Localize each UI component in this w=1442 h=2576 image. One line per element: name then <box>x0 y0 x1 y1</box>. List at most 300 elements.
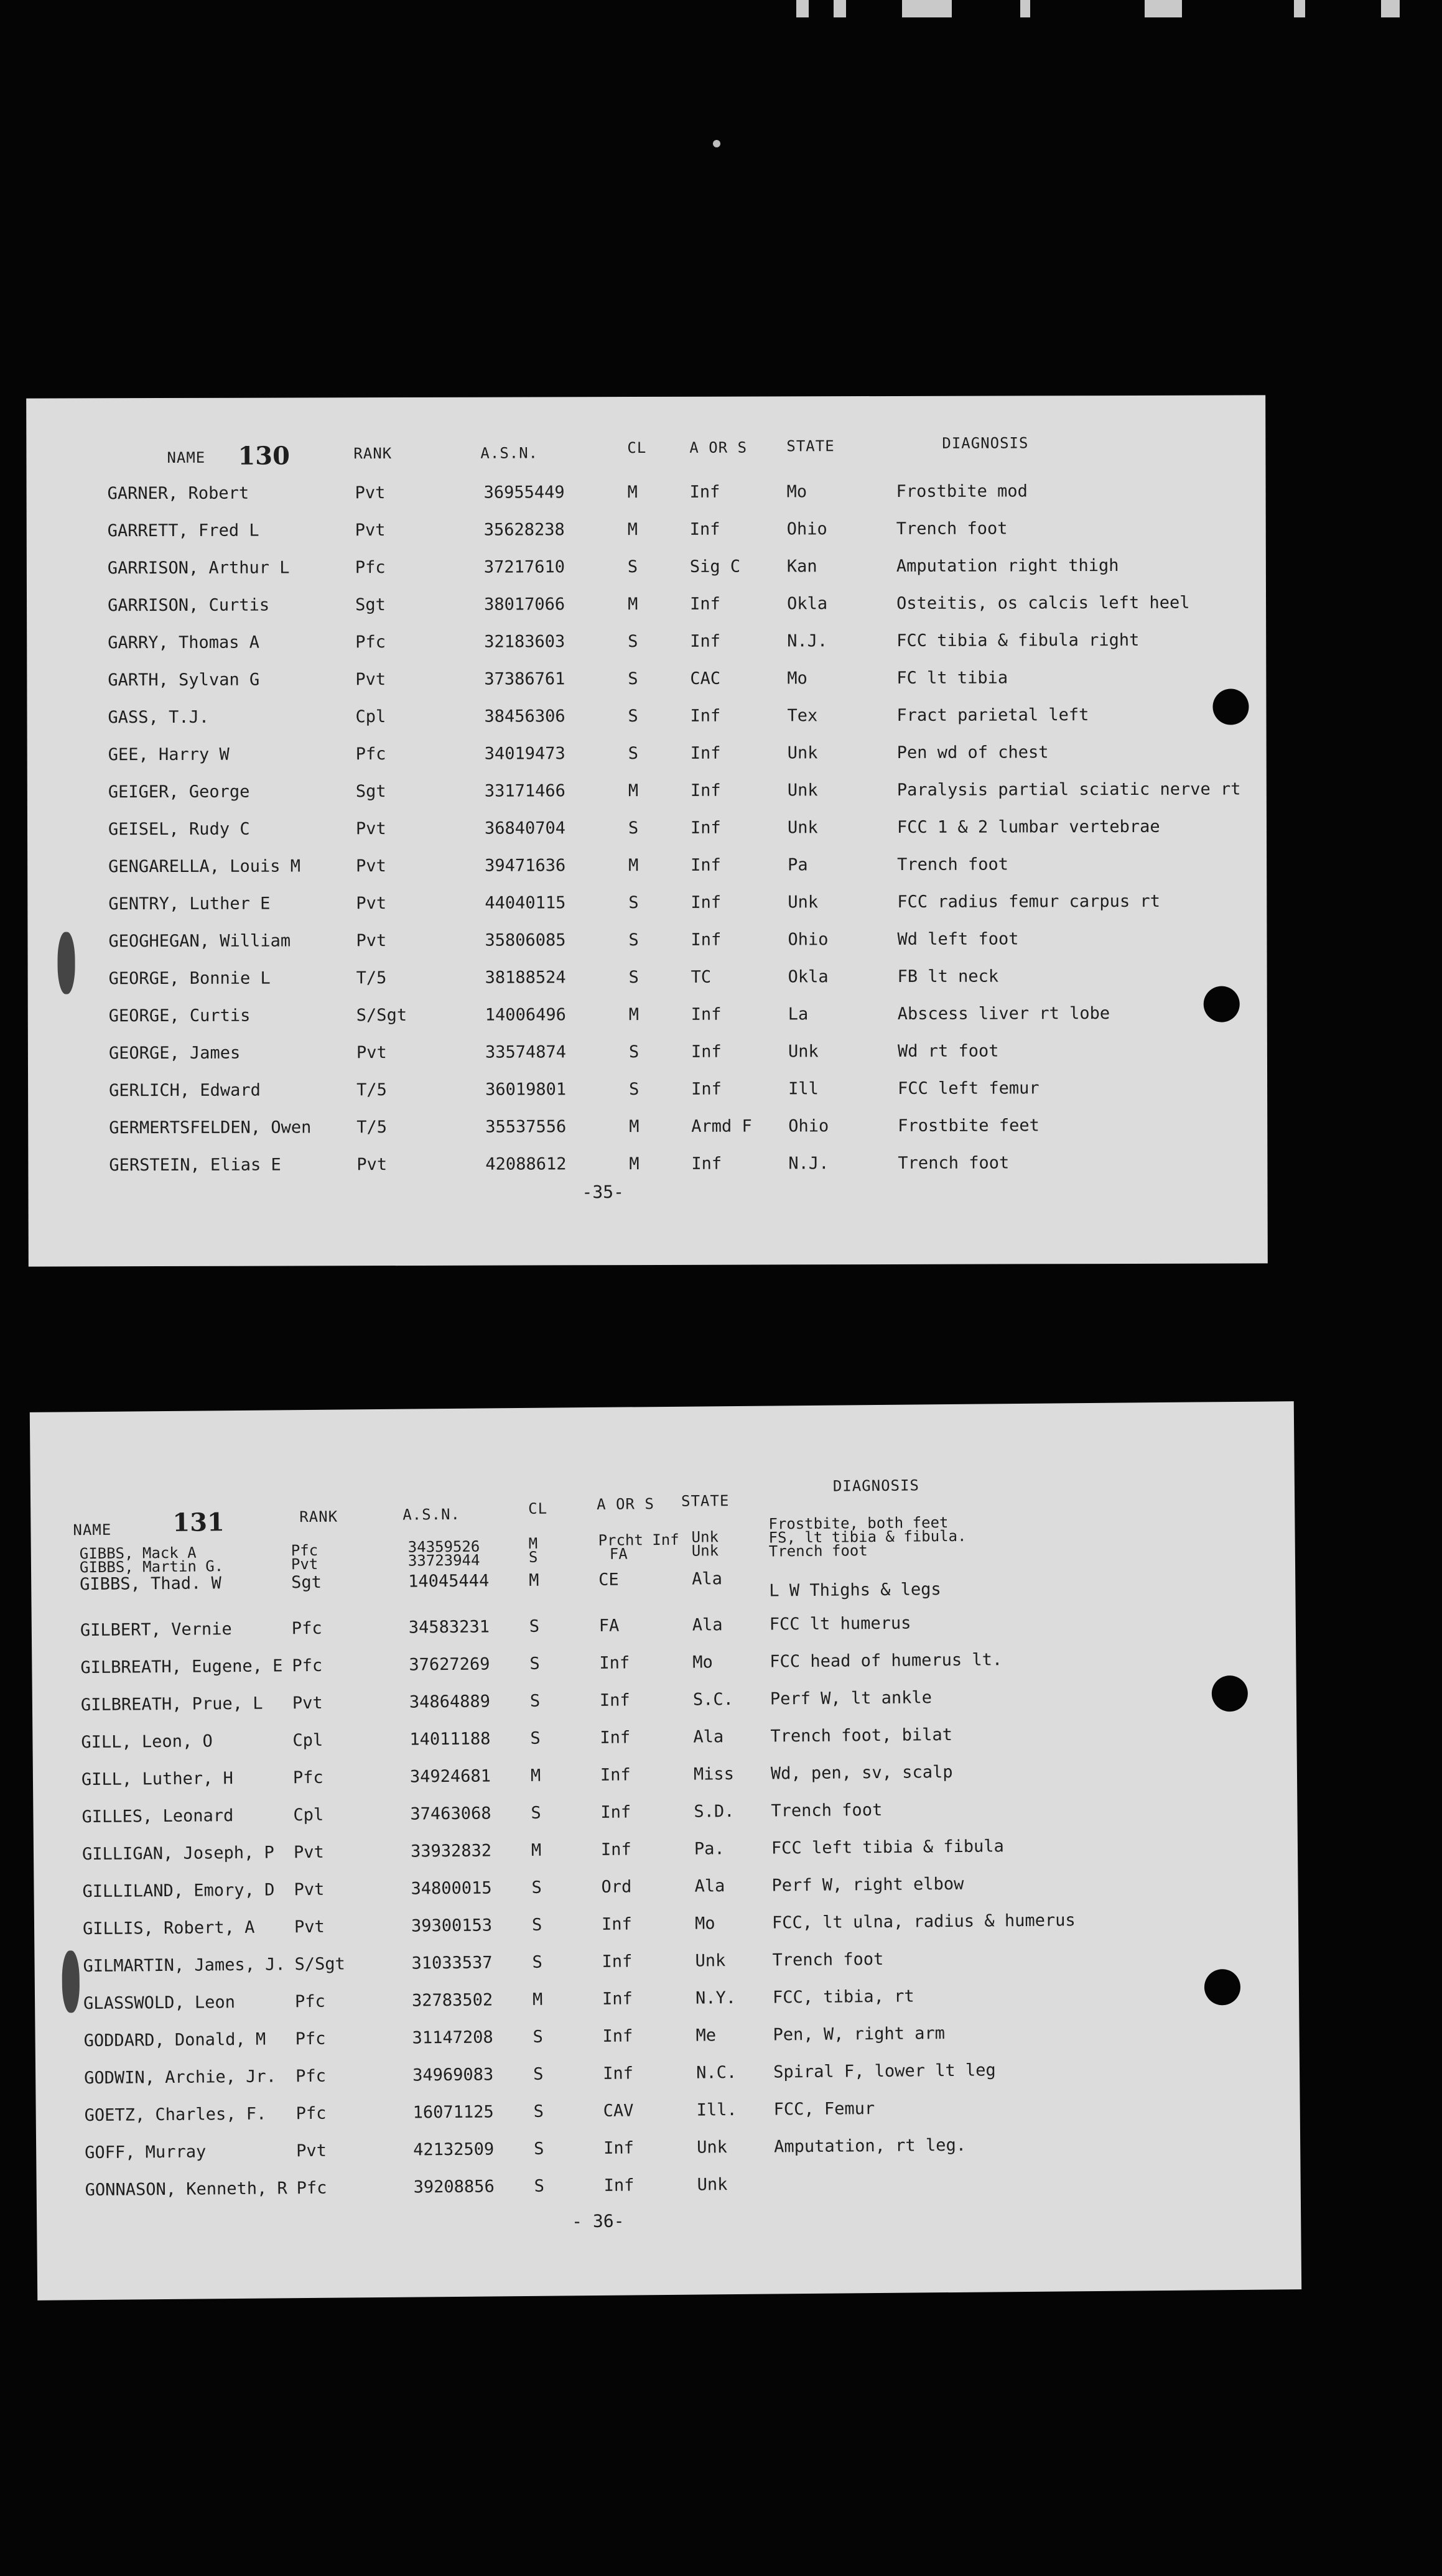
cell-rank: Pvt <box>355 670 386 690</box>
cell-cl: S <box>628 669 638 689</box>
cell-cl: S <box>529 1654 540 1674</box>
film-mark <box>1020 0 1030 17</box>
cell-state: Ala <box>693 1727 724 1747</box>
header-asn: A.S.N. <box>480 444 539 462</box>
header-cl: CL <box>528 1499 548 1517</box>
cell-cl: M <box>529 1570 539 1590</box>
cell-rank: Sgt <box>291 1572 322 1593</box>
cell-cl: S <box>628 1042 640 1062</box>
cell-diagnosis: Wd rt foot <box>897 1041 999 1061</box>
record-row <box>35 1983 1299 2028</box>
cell-aors: Inf <box>691 1004 722 1024</box>
cell-state: Kan <box>786 557 817 577</box>
cell-name: GEOGHEGAN, William <box>108 931 291 952</box>
cell-diagnosis: Amputation, rt leg. <box>774 2135 967 2157</box>
cell-aors: Inf <box>691 892 722 912</box>
cell-state: N.Y. <box>695 1988 737 2008</box>
cell-cl: S <box>628 893 639 913</box>
header-diagnosis: DIAGNOSIS <box>832 1476 920 1495</box>
cell-asn: 31033537 <box>411 1953 493 1973</box>
cell-diagnosis: Frostbite, both feet <box>768 1514 949 1533</box>
header-cl: CL <box>627 438 647 457</box>
cell-aors: Inf <box>601 1914 632 1934</box>
cell-diagnosis: FS, lt tibia & fibula. <box>768 1527 967 1547</box>
record-row <box>27 817 1267 853</box>
cell-diagnosis: Spiral F, lower lt leg <box>773 2060 996 2082</box>
cell-rank: Pfc <box>292 1768 323 1788</box>
cell-state: Ala <box>692 1569 723 1589</box>
record-row <box>32 1722 1296 1767</box>
record-sheet-130 <box>26 395 1268 1266</box>
record-row <box>34 1909 1298 1953</box>
cell-diagnosis: Trench foot <box>897 855 1008 874</box>
cell-diagnosis: Fract parietal left <box>896 705 1089 725</box>
cell-rank: Pfc <box>355 632 386 652</box>
header-asn: A.S.N. <box>402 1505 461 1524</box>
cell-rank: Pvt <box>356 894 387 914</box>
cell-aors: Inf <box>600 1802 631 1822</box>
cell-cl: S <box>528 1548 538 1566</box>
cell-rank: Pfc <box>291 1541 319 1560</box>
cell-rank: Pvt <box>294 1917 325 1937</box>
cell-aors: Ord <box>601 1877 632 1897</box>
record-row <box>28 1078 1267 1114</box>
cell-name: GODWIN, Archie, Jr. <box>84 2067 277 2088</box>
cell-state: N.J. <box>788 1154 829 1174</box>
cell-asn: 34969083 <box>412 2065 494 2085</box>
cell-asn: 14045444 <box>408 1571 490 1591</box>
cell-state: Unk <box>787 818 818 838</box>
cell-aors: Inf <box>599 1653 630 1673</box>
cell-rank: T/5 <box>356 1080 387 1100</box>
cell-diagnosis: Perf W, right elbow <box>771 1874 964 1896</box>
cell-aors: Inf <box>691 1079 722 1099</box>
cell-state: N.J. <box>787 631 828 651</box>
cell-aors: Inf <box>602 2064 634 2083</box>
cell-name: GERMERTSFELDEN, Owen <box>109 1118 312 1138</box>
cell-rank: Pfc <box>291 1618 322 1639</box>
cell-aors: Inf <box>690 631 721 651</box>
cell-asn: 35628238 <box>483 520 565 540</box>
cell-name: GOFF, Murray <box>85 2142 207 2163</box>
cell-diagnosis: Wd, pen, sv, scalp <box>770 1762 953 1784</box>
cell-diagnosis: FCC lt humerus <box>769 1613 911 1634</box>
cell-aors: Inf <box>691 1042 722 1062</box>
cell-aors: FA <box>609 1545 628 1563</box>
cell-diagnosis: Trench foot <box>772 1949 884 1970</box>
record-row <box>33 1797 1297 1842</box>
cell-rank: Sgt <box>355 782 386 802</box>
cell-diagnosis: Osteitis, os calcis left heel <box>896 593 1190 613</box>
film-mark <box>1381 0 1400 17</box>
cell-cl: S <box>629 1080 640 1100</box>
cell-diagnosis: FCC 1 & 2 lumbar vertebrae <box>896 817 1160 837</box>
cell-state: S.D. <box>694 1802 735 1822</box>
cell-cl: M <box>629 1154 640 1174</box>
cell-name: GLASSWOLD, Leon <box>83 1993 236 2014</box>
cell-name: GODDARD, Donald, M <box>83 2029 266 2051</box>
cell-diagnosis: FCC, tibia, rt <box>772 1986 914 2008</box>
cell-state: Unk <box>787 781 818 800</box>
cell-diagnosis: Frostbite mod <box>896 481 1028 501</box>
cell-name: GARRISON, Arthur L <box>107 558 290 578</box>
cell-asn: 39471636 <box>485 856 566 876</box>
cell-cl: S <box>628 632 638 652</box>
cell-aors: Inf <box>689 519 720 539</box>
cell-aors: Inf <box>602 1952 633 1971</box>
cell-rank: Pvt <box>355 483 386 503</box>
cell-state: Pa <box>788 855 808 875</box>
cell-aors: CAC <box>690 669 721 688</box>
cell-aors: FA <box>598 1616 620 1636</box>
cell-rank: Pvt <box>356 1155 388 1175</box>
cell-name: GONNASON, Kenneth, R <box>85 2179 287 2200</box>
cell-aors: Inf <box>600 1728 631 1748</box>
cell-rank: Pfc <box>355 744 386 764</box>
cell-rank: Cpl <box>293 1805 324 1825</box>
record-row <box>34 1946 1298 1991</box>
cell-diagnosis: FCC, Femur <box>773 2099 875 2120</box>
record-row <box>27 667 1266 704</box>
cell-cl: S <box>531 1915 542 1935</box>
record-row <box>36 2095 1300 2140</box>
cell-cl: S <box>533 2064 544 2084</box>
cell-diagnosis: FB lt neck <box>897 966 999 986</box>
cell-diagnosis: FCC left tibia & fibula <box>771 1837 1004 1858</box>
cell-name: GIBBS, Thad. W <box>80 1573 221 1595</box>
record-row <box>37 2170 1301 2215</box>
cell-name: GILBREATH, Prue, L <box>80 1693 263 1715</box>
cell-state: Unk <box>788 1042 819 1062</box>
cell-diagnosis: FCC head of humerus lt. <box>770 1650 1003 1672</box>
cell-diagnosis: Trench foot <box>898 1153 1010 1173</box>
record-row <box>33 1759 1297 1804</box>
cell-aors: Armd F <box>691 1116 752 1136</box>
record-row <box>27 779 1267 816</box>
cell-name: GEE, Harry W <box>108 744 230 765</box>
cell-diagnosis: Wd left foot <box>897 929 1019 949</box>
record-row <box>27 630 1266 667</box>
cell-name: GERLICH, Edward <box>109 1080 261 1101</box>
cell-state: Okla <box>788 967 829 987</box>
cell-aors: Inf <box>690 743 721 763</box>
cell-state: La <box>788 1004 809 1024</box>
cell-asn: 34359526 <box>407 1537 480 1556</box>
cell-aors: Inf <box>602 2026 633 2046</box>
cell-cl: M <box>531 1840 542 1860</box>
film-edge-markings <box>796 0 1418 25</box>
cell-cl: S <box>531 1803 541 1823</box>
cell-asn: 42088612 <box>485 1154 567 1174</box>
cell-diagnosis: FCC left femur <box>898 1078 1040 1098</box>
cell-cl: S <box>628 930 639 950</box>
cell-state: Ill. <box>696 2100 737 2120</box>
cell-name: GASS, T.J. <box>108 707 210 728</box>
cell-diagnosis: Trench foot <box>771 1800 883 1821</box>
page-number: 130 <box>238 441 290 471</box>
cell-aors: Inf <box>600 1840 631 1860</box>
cell-cl: M <box>530 1766 541 1786</box>
cell-rank: Cpl <box>292 1730 323 1751</box>
cell-diagnosis: FCC radius femur carpus rt <box>897 891 1160 912</box>
cell-asn: 42132509 <box>413 2139 495 2160</box>
cell-rank: Pvt <box>292 1693 323 1713</box>
cell-name: GILLIS, Robert, A <box>82 1917 255 1939</box>
cell-rank: S/Sgt <box>294 1954 345 1975</box>
cell-asn: 34924681 <box>409 1766 491 1787</box>
cell-state: Tex <box>787 706 818 726</box>
cell-name: GIBBS, Martin G. <box>79 1557 224 1577</box>
cell-aors: Inf <box>690 781 721 800</box>
cell-aors: Inf <box>691 930 722 950</box>
cell-asn: 32783502 <box>411 1990 493 2011</box>
header-aors: A OR S <box>597 1495 654 1513</box>
cell-cl: M <box>628 1005 640 1025</box>
cell-aors: Inf <box>603 2138 635 2158</box>
cell-diagnosis: Paralysis partial sciatic nerve rt <box>896 779 1241 800</box>
cell-name: GILL, Leon, O <box>81 1731 213 1753</box>
record-row <box>36 2133 1300 2177</box>
cell-aors: Inf <box>691 855 721 875</box>
film-mark <box>834 0 846 17</box>
cell-asn: 39300153 <box>411 1916 493 1936</box>
cell-aors: Inf <box>600 1765 631 1785</box>
cell-diagnosis: Pen, W, right arm <box>773 2024 946 2045</box>
cell-aors: Inf <box>691 1154 722 1174</box>
header-state: STATE <box>786 437 835 455</box>
cell-name: GILLILAND, Emory, D <box>82 1880 275 1902</box>
film-mark <box>796 0 809 17</box>
cell-name: GARNER, Robert <box>107 483 249 504</box>
cell-asn: 38017066 <box>484 595 565 614</box>
cell-cl: S <box>628 968 639 988</box>
record-row <box>27 705 1266 741</box>
cell-asn: 14011188 <box>409 1729 491 1749</box>
record-row <box>27 481 1266 517</box>
cell-name: GARTH, Sylvan G <box>108 670 260 690</box>
cell-name: GILLIGAN, Joseph, P <box>81 1843 274 1865</box>
cell-cl: M <box>629 1117 640 1137</box>
cell-rank: Pfc <box>295 2103 327 2124</box>
cell-rank: Pfc <box>294 1991 326 2012</box>
cell-cl: S <box>534 2176 545 2196</box>
cell-asn: 37627269 <box>409 1654 490 1675</box>
page-footer: - 36- <box>572 2210 625 2232</box>
cell-name: GILLES, Leonard <box>81 1806 234 1827</box>
cell-asn: 36840704 <box>484 818 566 838</box>
cell-cl: M <box>628 781 639 801</box>
cell-cl: S <box>529 1616 540 1636</box>
cell-name: GARRETT, Fred L <box>107 521 259 541</box>
cell-cl: S <box>628 744 638 764</box>
cell-aors: Inf <box>603 2175 635 2195</box>
cell-cl: S <box>628 707 638 726</box>
cell-cl: S <box>531 1878 542 1897</box>
cell-state: Ohio <box>788 1116 829 1136</box>
cell-cl: M <box>628 595 638 614</box>
cell-diagnosis: Abscess liver rt lobe <box>897 1004 1110 1024</box>
cell-asn: 33171466 <box>484 781 565 801</box>
cell-aors: Inf <box>690 594 720 614</box>
cell-cl: M <box>627 483 638 503</box>
cell-state: Unk <box>788 892 819 912</box>
cell-rank: Pvt <box>356 1043 387 1063</box>
cell-cl: S <box>627 557 638 577</box>
cell-cl: S <box>534 2139 544 2159</box>
cell-rank: T/5 <box>356 968 387 988</box>
cell-diagnosis: Frostbite feet <box>898 1116 1040 1136</box>
cell-rank: Pfc <box>295 2066 327 2087</box>
cell-cl: M <box>532 1990 543 2009</box>
cell-aors: Inf <box>690 818 721 838</box>
cell-state: Pa. <box>694 1839 725 1859</box>
record-row <box>32 1647 1296 1692</box>
cell-rank: Pfc <box>295 2029 326 2049</box>
cell-state: Ohio <box>788 930 829 950</box>
record-row <box>34 1834 1298 1879</box>
record-row <box>27 854 1267 891</box>
cell-asn: 35806085 <box>485 930 566 950</box>
cell-diagnosis: Trench foot, bilat <box>770 1725 953 1746</box>
cell-state: Miss <box>693 1764 735 1784</box>
cell-name: GILMARTIN, James, J. <box>83 1955 286 1976</box>
record-row <box>32 1610 1296 1655</box>
cell-rank: Sgt <box>355 595 386 615</box>
cell-rank: Pvt <box>355 521 386 540</box>
record-row <box>28 1115 1267 1152</box>
header-rank: RANK <box>353 445 393 463</box>
cell-asn: 38188524 <box>485 968 566 988</box>
cell-rank: Pvt <box>293 1842 324 1863</box>
record-sheet-131 <box>30 1401 1301 2300</box>
cell-diagnosis: Amputation right thigh <box>896 556 1119 576</box>
cell-diagnosis: Trench foot <box>896 519 1008 539</box>
cell-diagnosis: Perf W, lt ankle <box>770 1688 933 1709</box>
film-dust-dot <box>713 140 720 147</box>
cell-name: GEORGE, Curtis <box>108 1006 251 1026</box>
cell-state: Unk <box>787 743 818 763</box>
cell-cl: S <box>533 2101 544 2121</box>
cell-state: Mo <box>786 482 807 502</box>
cell-aors: Inf <box>690 706 721 726</box>
cell-asn: 37386761 <box>484 669 565 689</box>
cell-state: Mo <box>787 669 807 688</box>
cell-aors: Sig C <box>689 557 741 577</box>
page-number: 131 <box>172 1508 225 1537</box>
cell-name: GENTRY, Luther E <box>108 894 271 914</box>
header-rank: RANK <box>299 1508 338 1526</box>
cell-name: GEORGE, Bonnie L <box>108 968 271 989</box>
cell-diagnosis: Pen wd of chest <box>896 743 1049 762</box>
cell-state: Ill <box>788 1079 819 1099</box>
cell-diagnosis: FCC tibia & fibula right <box>896 630 1140 651</box>
cell-asn: 34864889 <box>409 1692 491 1712</box>
cell-aors: Prcht Inf <box>598 1531 679 1549</box>
record-row <box>27 555 1266 592</box>
cell-cl: S <box>532 1952 542 1972</box>
cell-name: GERSTEIN, Elias E <box>109 1155 281 1175</box>
cell-state: Ala <box>694 1876 725 1896</box>
header-name: NAME <box>73 1521 112 1539</box>
cell-aors: CAV <box>603 2101 634 2121</box>
cell-asn: 36019801 <box>485 1080 567 1100</box>
cell-rank: Cpl <box>355 707 386 727</box>
record-row <box>27 518 1266 555</box>
page-footer: -35- <box>582 1182 625 1203</box>
cell-asn: 16071125 <box>412 2102 494 2123</box>
cell-name: GIBBS, Mack A <box>79 1544 197 1563</box>
cell-asn: 35537556 <box>485 1117 567 1137</box>
cell-state: Ala <box>692 1615 723 1635</box>
cell-asn: 14006496 <box>485 1005 566 1025</box>
cell-cl: M <box>628 856 639 876</box>
cell-aors: Inf <box>602 1989 633 2009</box>
cell-name: GEIGER, George <box>108 782 250 802</box>
cell-name: GEISEL, Rudy C <box>108 819 250 840</box>
cell-asn: 39208856 <box>413 2177 495 2197</box>
record-row <box>28 1040 1267 1077</box>
record-row <box>28 1152 1267 1189</box>
record-row <box>28 1003 1267 1040</box>
record-row <box>34 1871 1298 1916</box>
cell-state: S.C. <box>692 1690 734 1710</box>
cell-aors: CE <box>598 1570 619 1590</box>
record-row <box>27 593 1266 629</box>
cell-cl: S <box>530 1728 541 1748</box>
cell-asn: 33723944 <box>407 1551 480 1570</box>
cell-cl: M <box>528 1534 538 1552</box>
cell-cl: S <box>533 2027 544 2047</box>
cell-asn: 38456306 <box>484 707 565 726</box>
cell-state: Mo <box>692 1652 714 1672</box>
film-mark <box>1145 0 1182 17</box>
cell-state: N.C. <box>695 2063 737 2083</box>
cell-rank: Pvt <box>355 819 386 839</box>
cell-name: GILL, Luther, H <box>81 1769 233 1790</box>
cell-cl: M <box>627 520 638 540</box>
cell-rank: Pvt <box>291 1555 319 1573</box>
header-diagnosis: DIAGNOSIS <box>942 434 1029 452</box>
cell-asn: 34583231 <box>408 1617 490 1638</box>
cell-name: GEORGE, James <box>108 1043 241 1063</box>
cell-name: GOETZ, Charles, F. <box>84 2104 267 2126</box>
record-row <box>32 1685 1296 1730</box>
cell-asn: 34800015 <box>411 1878 492 1899</box>
cell-state: Unk <box>697 2138 728 2157</box>
cell-asn: 44040115 <box>485 893 566 913</box>
cell-aors: Inf <box>599 1690 630 1710</box>
record-row <box>35 2021 1299 2065</box>
cell-state: Mo <box>694 1914 715 1934</box>
cell-asn: 34019473 <box>484 744 565 764</box>
record-row <box>28 966 1267 1003</box>
cell-asn: 37217610 <box>483 557 565 577</box>
cell-name: GARRY, Thomas A <box>108 632 260 653</box>
cell-name: GILBREATH, Eugene, E <box>80 1656 283 1678</box>
cell-state: Me <box>695 2026 717 2046</box>
cell-state: Ohio <box>786 519 827 539</box>
cell-asn: 32183603 <box>484 632 565 652</box>
film-mark <box>1294 0 1305 17</box>
cell-asn: 33932832 <box>410 1841 492 1861</box>
cell-state: Okla <box>787 594 828 614</box>
cell-asn: 37463068 <box>410 1804 491 1824</box>
cell-asn: 33574874 <box>485 1042 567 1062</box>
cell-asn: 36955449 <box>483 483 565 503</box>
cell-asn: 31147208 <box>412 2027 493 2048</box>
cell-name: GILBERT, Vernie <box>80 1619 232 1641</box>
header-state: STATE <box>681 1492 730 1510</box>
